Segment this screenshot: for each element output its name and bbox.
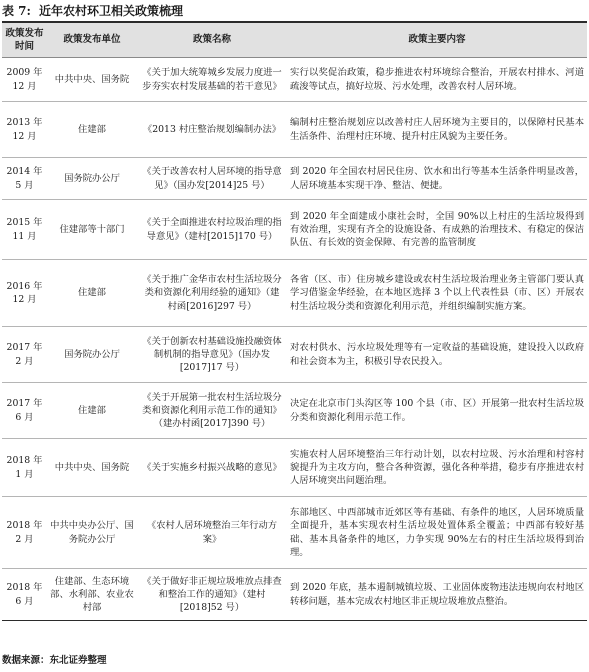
table-row xyxy=(2,439,587,497)
cell-content: 到 2020 年全面建成小康社会时，全国 90%以上村庄的生活垃圾得到有效治理，实现有齐全的设施设备、有成熟的治理技术、有稳定的保洁队伍、有长效的资金保障、有完善的监管制度 xyxy=(287,200,587,260)
table-number: 表 7: xyxy=(2,4,31,18)
cell-unit: 住建部 xyxy=(47,383,137,439)
header-unit: 政策发布单位 xyxy=(47,23,137,58)
header-time: 政策发布时间 xyxy=(2,23,47,58)
cell-name: 《关于做好非正规垃圾堆放点排查和整治工作的通知》（建村[2018]52 号） xyxy=(137,569,287,621)
cell-content: 东部地区、中西部城市近郊区等有基础、有条件的地区，人居环境质量全面提升，基本实现农村生活垃圾处置体系全覆盖；中西部有较好基础、基本具备条件的地区，力争实现 90%左右的村庄生活垃圾得到治理。 xyxy=(287,497,587,569)
cell-unit: 住建部 xyxy=(47,260,137,327)
table-row xyxy=(2,200,587,260)
cell-time: 2015 年 11 月 xyxy=(2,200,47,260)
table-header-row xyxy=(2,23,587,58)
cell-time: 2013 年 12 月 xyxy=(2,102,47,158)
policy-table xyxy=(2,23,587,621)
cell-time: 2018 年 2 月 xyxy=(2,497,47,569)
cell-unit: 中共中央办公厅、国务院办公厅 xyxy=(47,497,137,569)
data-source-note: 数据来源：东北证券整理 xyxy=(2,655,107,666)
cell-unit: 住建部、生态环境部、水利部、农业农村部 xyxy=(47,569,137,621)
cell-name: 《关于开展第一批农村生活垃圾分类和资源化利用示范工作的通知》（建办村函[2017]390 号） xyxy=(137,383,287,439)
cell-content: 到 2020 年底，基本遏制城镇垃圾、工业固体废物违法违规向农村地区转移问题，基本完成农村地区非正规垃圾堆放点整治。 xyxy=(287,569,587,621)
table-row xyxy=(2,383,587,439)
cell-content: 实施农村人居环境整治三年行动计划，以农村垃圾、污水治理和村容村貌提升为主攻方向，整合各种资源，强化各种举措，稳步有序推进农村人居环境突出问题治理。 xyxy=(287,439,587,497)
cell-unit: 中共中央、国务院 xyxy=(47,58,137,102)
cell-unit: 中共中央、国务院 xyxy=(47,439,137,497)
cell-time: 2014 年 5 月 xyxy=(2,158,47,200)
cell-time: 2018 年 1 月 xyxy=(2,439,47,497)
cell-unit: 住建部等十部门 xyxy=(47,200,137,260)
cell-content: 到 2020 年全国农村居民住房、饮水和出行等基本生活条件明显改善，人居环境基本实现干净、整洁、便捷。 xyxy=(287,158,587,200)
table-row xyxy=(2,58,587,102)
table-row xyxy=(2,327,587,383)
cell-name: 《关于全面推进农村垃圾治理的指导意见》（建村[2015]170 号） xyxy=(137,200,287,260)
cell-name: 《关于加大统筹城乡发展力度进一步夯实农村发展基础的若干意见》 xyxy=(137,58,287,102)
table-row xyxy=(2,260,587,327)
cell-name: 《关于实施乡村振兴战略的意见》 xyxy=(137,439,287,497)
cell-content: 各省（区、市）住房城乡建设或农村生活垃圾治理业务主管部门要认真学习借鉴金华经验，在本地区选择 3 个以上代表性县（市、区）开展农村生活垃圾分类和资源化利用示范，并组织编制实施方案。 xyxy=(287,260,587,327)
cell-name: 《关于推广金华市农村生活垃圾分类和资源化利用经验的通知》（建村函[2016]297 号） xyxy=(137,260,287,327)
table-title-text: 近年农村环卫相关政策梳理 xyxy=(38,4,183,18)
cell-content: 实行以奖促治政策，稳步推进农村环境综合整治，开展农村排水、河道疏浚等试点，搞好垃圾、污水处理，改善农村人居环境。 xyxy=(287,58,587,102)
cell-name: 《2013 村庄整治规划编制办法》 xyxy=(137,102,287,158)
table-title xyxy=(2,2,587,23)
header-content: 政策主要内容 xyxy=(287,23,587,58)
cell-unit: 国务院办公厅 xyxy=(47,327,137,383)
cell-content: 对农村供水、污水垃圾处理等有一定收益的基础设施，建设投入以政府和社会资本为主，积极引导农民投入。 xyxy=(287,327,587,383)
cell-name: 《农村人居环境整治三年行动方案》 xyxy=(137,497,287,569)
cell-name: 《关于创新农村基础设施投融资体制机制的指导意见》（国办发[2017]17 号） xyxy=(137,327,287,383)
header-name: 政策名称 xyxy=(137,23,287,58)
cell-unit: 国务院办公厅 xyxy=(47,158,137,200)
cell-content: 决定在北京市门头沟区等 100 个县（市、区）开展第一批农村生活垃圾分类和资源化利用示范工作。 xyxy=(287,383,587,439)
table-row xyxy=(2,569,587,621)
cell-time: 2009 年 12 月 xyxy=(2,58,47,102)
cell-name: 《关于改善农村人居环境的指导意见》（国办发[2014]25 号） xyxy=(137,158,287,200)
table-row xyxy=(2,102,587,158)
cell-time: 2017 年 6 月 xyxy=(2,383,47,439)
cell-time: 2018 年 6 月 xyxy=(2,569,47,621)
table-row xyxy=(2,158,587,200)
table-row xyxy=(2,497,587,569)
cell-unit: 住建部 xyxy=(47,102,137,158)
cell-content: 编制村庄整治规划应以改善村庄人居环境为主要目的，以保障村民基本生活条件、治理村庄环境、提升村庄风貌为主要任务。 xyxy=(287,102,587,158)
cell-time: 2017 年 2 月 xyxy=(2,327,47,383)
cell-time: 2016 年 12 月 xyxy=(2,260,47,327)
